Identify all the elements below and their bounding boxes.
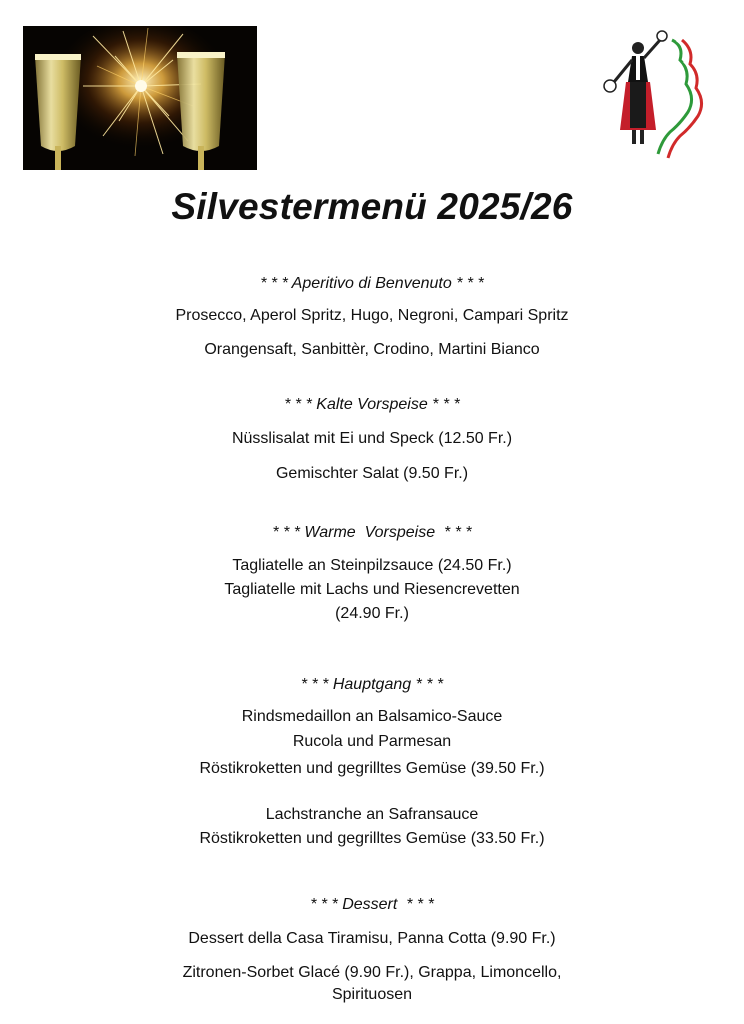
menu-line: Röstikroketten und gegrilltes Gemüse (39.50 Fr.)	[199, 760, 545, 777]
menu-title: Silvestermenü 2025/26	[171, 186, 573, 227]
menu-line: Röstikroketten und gegrilltes Gemüse (33.50 Fr.)	[199, 830, 545, 847]
italian-woman-logo	[592, 20, 714, 160]
menu-line: Tagliatelle an Steinpilzsauce (24.50 Fr.)	[232, 557, 512, 574]
menu-line: Gemischter Salat (9.50 Fr.)	[275, 465, 469, 482]
sparkler-image	[23, 26, 257, 170]
menu-line: (24.90 Fr.)	[335, 605, 409, 622]
menu-line: Lachstranche an Safransauce	[265, 806, 479, 823]
menu-line: Rindsmedaillon an Balsamico-Sauce	[241, 708, 503, 725]
menu-line: Rucola und Parmesan	[292, 733, 452, 750]
menu-line: Nüsslisalat mit Ei und Speck (12.50 Fr.)	[231, 430, 513, 447]
section-heading-warme-vorspeise: * * * Warme Vorspeise * * *	[272, 524, 472, 541]
menu-line: Spirituosen	[331, 986, 413, 1003]
champagne-sparkler-photo	[23, 26, 257, 170]
menu-line: Prosecco, Aperol Spritz, Hugo, Negroni, Campari Spritz	[175, 307, 569, 324]
menu-line: Orangensaft, Sanbittèr, Crodino, Martini Bianco	[204, 341, 540, 358]
section-heading-dessert: * * * Dessert * * *	[310, 896, 434, 913]
section-heading-aperitivo: * * * Aperitivo di Benvenuto * * *	[260, 275, 484, 292]
menu-line: Zitronen-Sorbet Glacé (9.90 Fr.), Grappa, Limoncello,	[182, 964, 562, 981]
menu-line: Tagliatelle mit Lachs und Riesencrevetten	[224, 581, 520, 598]
section-heading-hauptgang: * * * Hauptgang * * *	[300, 676, 444, 693]
menu-line: Dessert della Casa Tiramisu, Panna Cotta (9.90 Fr.)	[188, 930, 556, 947]
logo-image	[592, 20, 714, 160]
section-heading-kalte-vorspeise: * * * Kalte Vorspeise * * *	[284, 396, 460, 413]
